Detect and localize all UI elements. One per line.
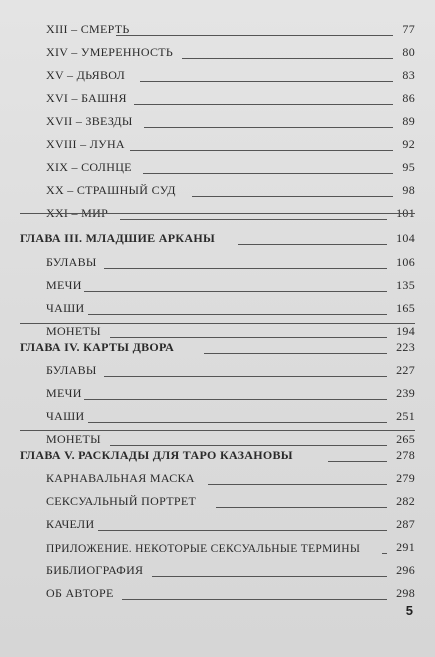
toc-entry-page: 106 — [396, 255, 415, 269]
toc-entry-page: 223 — [396, 340, 415, 354]
toc-entry-title: XVII – ЗВЕЗДЫ — [46, 114, 133, 128]
toc-entry — [0, 65, 435, 87]
dot-leader — [88, 314, 387, 315]
toc-chapter — [0, 337, 435, 359]
dot-leader — [192, 196, 393, 197]
toc-entry-page: 278 — [396, 448, 415, 462]
dot-leader — [122, 599, 387, 600]
toc-entry-page: 98 — [402, 183, 415, 197]
dot-leader — [134, 104, 393, 105]
toc-entry-page: 86 — [402, 91, 415, 105]
toc-entry-page: 165 — [396, 301, 415, 315]
toc-entry — [0, 298, 435, 320]
toc-entry-title: ПРИЛОЖЕНИЕ. НЕКОТОРЫЕ СЕКСУАЛЬНЫЕ ТЕРМИНЫ — [46, 543, 361, 555]
toc-entry — [0, 275, 435, 297]
toc-entry — [0, 19, 435, 41]
dot-leader — [116, 35, 393, 36]
toc-entry — [0, 42, 435, 64]
toc-entry — [0, 180, 435, 202]
dot-leader — [328, 461, 387, 462]
toc-entry-page: 251 — [396, 409, 415, 423]
toc-entry-page: 227 — [396, 363, 415, 377]
dot-leader — [120, 219, 387, 220]
dot-leader — [216, 507, 387, 508]
toc-entry-page: 194 — [396, 324, 415, 338]
toc-entry-page: 296 — [396, 563, 415, 577]
dot-leader — [84, 291, 387, 292]
toc-entry-title: МОНЕТЫ — [46, 324, 101, 338]
toc-entry-title: XIII – СМЕРТЬ — [46, 22, 130, 36]
toc-entry — [0, 514, 435, 536]
toc-entry-page: 265 — [396, 432, 415, 446]
toc-chapter-title: ГЛАВА III. МЛАДШИЕ АРКАНЫ — [20, 231, 216, 245]
toc-entry — [0, 383, 435, 405]
toc-entry-title: СЕКСУАЛЬНЫЙ ПОРТРЕТ — [46, 494, 197, 508]
toc-entry-page: 89 — [402, 114, 415, 128]
toc-entry-title: БУЛАВЫ — [46, 255, 97, 269]
toc-entry-page: 291 — [396, 540, 415, 554]
toc-entry-title: XX – СТРАШНЫЙ СУД — [46, 183, 176, 197]
dot-leader — [182, 58, 393, 59]
toc-chapter-title: ГЛАВА IV. КАРТЫ ДВОРА — [20, 340, 175, 354]
toc-entry-title: XVIII – ЛУНА — [46, 137, 125, 151]
toc-entry-title: XV – ДЬЯВОЛ — [46, 68, 126, 82]
toc-entry-title: XIV – УМЕРЕННОСТЬ — [46, 45, 174, 59]
toc-entry — [0, 134, 435, 156]
toc-entry-title: БУЛАВЫ — [46, 363, 97, 377]
toc-entry-title: МЕЧИ — [46, 278, 82, 292]
toc-entry-page: 239 — [396, 386, 415, 400]
toc-entry-page: 298 — [396, 586, 415, 600]
toc-entry — [0, 491, 435, 513]
toc-entry-page: 80 — [402, 45, 415, 59]
toc-entry-title: XXI – МИР — [46, 206, 109, 220]
toc-entry-title: ОБ АВТОРЕ — [46, 586, 114, 600]
toc-entry — [0, 203, 435, 225]
dot-leader — [204, 353, 387, 354]
toc-entry — [0, 88, 435, 110]
toc-entry — [0, 360, 435, 382]
dot-leader — [382, 553, 387, 554]
dot-leader — [238, 244, 387, 245]
dot-leader — [88, 422, 387, 423]
toc-chapter — [0, 445, 435, 467]
dot-leader — [98, 530, 387, 531]
toc-entry — [0, 252, 435, 274]
dot-leader — [140, 81, 393, 82]
toc-entry-title: XIX – СОЛНЦЕ — [46, 160, 132, 174]
dot-leader — [208, 484, 387, 485]
toc-entry-title: XVI – БАШНЯ — [46, 91, 127, 105]
toc-entry-page: 282 — [396, 494, 415, 508]
toc-entry-page: 279 — [396, 471, 415, 485]
page-number: 5 — [405, 603, 413, 618]
toc-entry-page: 83 — [402, 68, 415, 82]
toc-entry-title: ЧАШИ — [46, 301, 85, 315]
toc-entry-page: 287 — [396, 517, 415, 531]
toc-entry-page: 135 — [396, 278, 415, 292]
toc-entry-page: 77 — [402, 22, 415, 36]
toc-entry-page: 92 — [402, 137, 415, 151]
toc-entry-page: 101 — [396, 206, 415, 220]
toc-entry-page: 95 — [402, 160, 415, 174]
toc-entry — [0, 157, 435, 179]
section-divider — [20, 323, 415, 324]
toc-entry — [0, 537, 435, 559]
dot-leader — [104, 376, 387, 377]
section-divider — [20, 213, 415, 214]
dot-leader — [144, 127, 393, 128]
section-divider — [20, 430, 415, 431]
dot-leader — [104, 268, 387, 269]
toc-entry — [0, 583, 435, 605]
toc-chapter — [0, 228, 435, 250]
toc-entry — [0, 560, 435, 582]
toc-entry-title: МОНЕТЫ — [46, 432, 101, 446]
toc-entry-title: БИБЛИОГРАФИЯ — [46, 563, 144, 577]
dot-leader — [152, 576, 387, 577]
toc-entry-page: 104 — [396, 231, 415, 245]
toc-entry-title: МЕЧИ — [46, 386, 82, 400]
toc-entry-title: ЧАШИ — [46, 409, 85, 423]
dot-leader — [143, 173, 393, 174]
toc-entry-title: КАЧЕЛИ — [46, 517, 95, 531]
toc-entry — [0, 111, 435, 133]
dot-leader — [130, 150, 393, 151]
toc-entry-title: КАРНАВАЛЬНАЯ МАСКА — [46, 471, 195, 485]
toc-entry — [0, 406, 435, 428]
toc-entry — [0, 468, 435, 490]
dot-leader — [84, 399, 387, 400]
toc-chapter-title: ГЛАВА V. РАСКЛАДЫ ДЛЯ ТАРО КАЗАНОВЫ — [20, 448, 293, 462]
